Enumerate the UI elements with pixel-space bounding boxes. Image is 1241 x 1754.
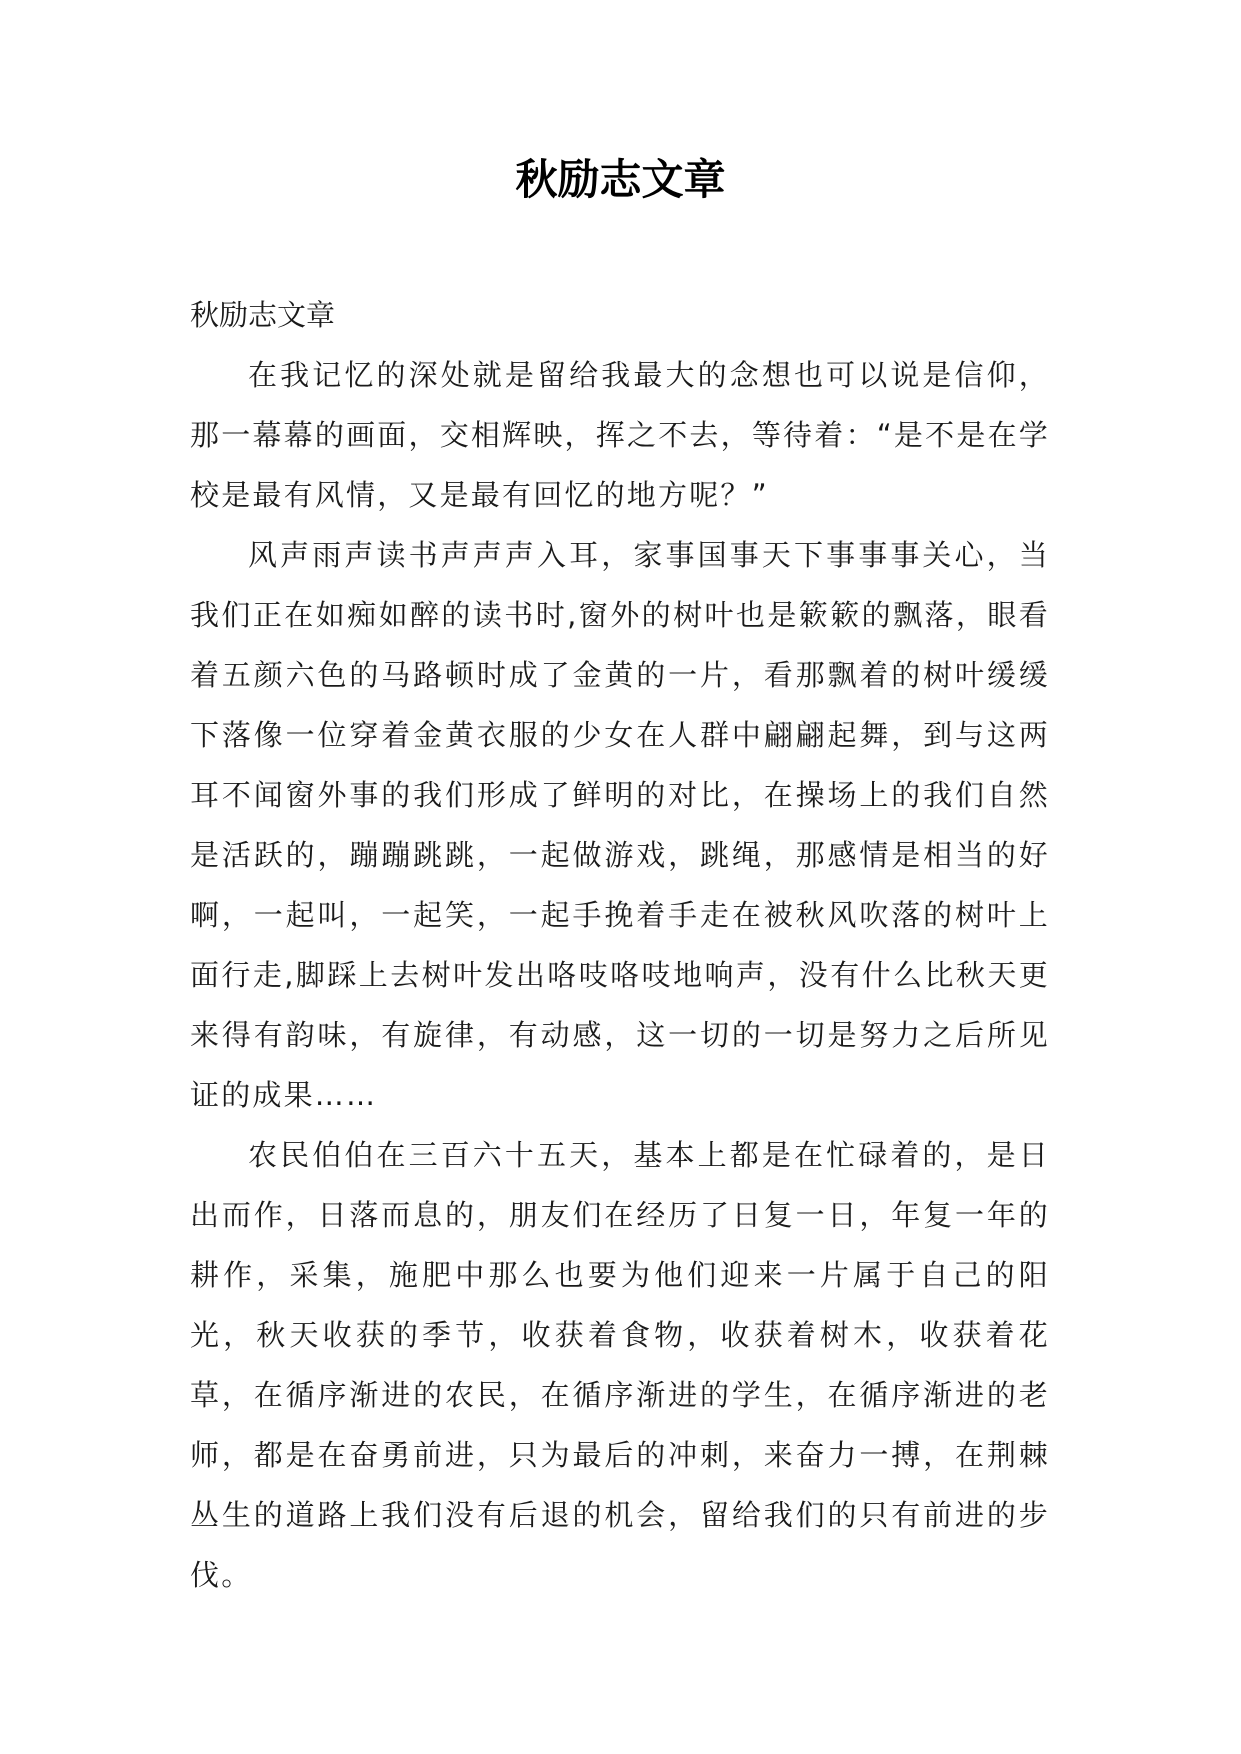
page-title: 秋励志文章 (515, 155, 726, 204)
document-body (190, 285, 1050, 1605)
paragraph-2: 风声雨声读书声声声入耳，家事国事天下事事事关心，当我们正在如痴如醉的读书时,窗外的树叶也是簌簌的飘落，眼看着五颜六色的马路顿时成了金黄的一片，看那飘着的树叶缓缓下落像一位穿着金黄衣服的少女在人群中翩翩起舞，到与这两耳不闻窗外事的我们形成了鲜明的对比，在操场上的我们自然是活跃的，蹦蹦跳跳，一起做游戏，跳绳，那感情是相当的好啊，一起叫，一起笑，一起手挽着手走在被秋风吹落的树叶上面行走,脚踩上去树叶发出咯吱咯吱地响声，没有什么比秋天更来得有韵味，有旋律，有动感，这一切的一切是努力之后所见证的成果…… (190, 538, 1050, 1112)
paragraph-3: 农民伯伯在三百六十五天，基本上都是在忙碌着的，是日出而作，日落而息的，朋友们在经历了日复一日，年复一年的耕作，采集，施肥中那么也要为他们迎来一片属于自己的阳光，秋天收获的季节，收获着食物，收获着树木，收获着花草，在循序渐进的农民，在循序渐进的学生，在循序渐进的老师，都是在奋勇前进，只为最后的冲刺，来奋力一搏，在荆棘丛生的道路上我们没有后退的机会，留给我们的只有前进的步伐。 (190, 1138, 1050, 1592)
paragraph-1: 在我记忆的深处就是留给我最大的念想也可以说是信仰，那一幕幕的画面，交相辉映，挥之不去，等待着：“是不是在学校是最有风情，又是最有回忆的地方呢？” (190, 358, 1050, 512)
document-subtitle: 秋励志文章 (190, 298, 336, 332)
